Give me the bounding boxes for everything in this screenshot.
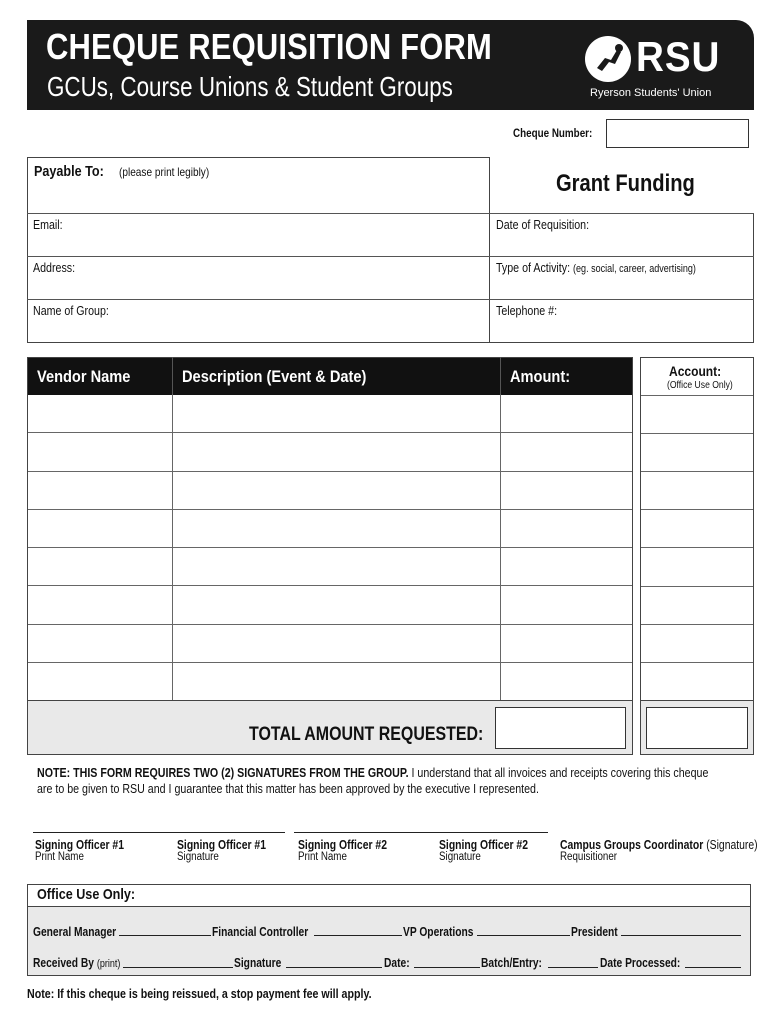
- account-row-divider: [641, 624, 753, 625]
- table-row: [28, 585, 632, 623]
- funding-type-title: Grant Funding: [556, 170, 695, 197]
- telephone-label: Telephone #:: [496, 303, 558, 318]
- received-by-field[interactable]: [123, 967, 233, 968]
- total-amount-field[interactable]: [495, 707, 626, 749]
- cheque-number-field[interactable]: [606, 119, 749, 148]
- account-total-field[interactable]: [646, 707, 748, 749]
- account-row-divider: [641, 395, 753, 396]
- description-cell[interactable]: [173, 432, 500, 470]
- batch-entry-field[interactable]: [548, 967, 598, 968]
- campus-groups-coordinator-signature[interactable]: Campus Groups Coordinator (Signature): [560, 837, 758, 852]
- signing-officer-1-print-sub: Print Name: [35, 851, 84, 863]
- office-signature-field[interactable]: [286, 967, 382, 968]
- general-manager-field[interactable]: [119, 935, 211, 936]
- date-of-requisition-field[interactable]: [494, 232, 750, 254]
- row-divider: [28, 509, 632, 510]
- vendor-name-cell[interactable]: [28, 509, 172, 547]
- signing-officer-2-print-sub: Print Name: [298, 851, 347, 863]
- account-header: Account:: [669, 363, 722, 379]
- account-row-divider: [641, 586, 753, 587]
- telephone-field[interactable]: [494, 318, 750, 340]
- office-date-label: Date:: [384, 956, 410, 970]
- vendor-name-cell[interactable]: [28, 432, 172, 470]
- signing-officer-1-print[interactable]: Signing Officer #1: [35, 837, 124, 852]
- account-cell[interactable]: [641, 624, 753, 662]
- account-row-divider: [641, 662, 753, 663]
- account-row-divider: [641, 433, 753, 434]
- vendor-name-cell[interactable]: [28, 585, 172, 623]
- table-row: [28, 471, 632, 509]
- amount-cell[interactable]: [501, 394, 632, 432]
- description-cell[interactable]: [173, 624, 500, 662]
- signing-officer-2-signature-sub: Signature: [439, 851, 481, 863]
- vp-operations-field[interactable]: [477, 935, 570, 936]
- account-cell[interactable]: [641, 433, 753, 471]
- name-of-group-field[interactable]: [30, 318, 486, 340]
- rsu-logo-text: RSU: [636, 33, 721, 80]
- amount-header: Amount:: [510, 367, 571, 386]
- amount-cell[interactable]: [501, 585, 632, 623]
- vp-operations-label: VP Operations: [403, 925, 474, 939]
- row-divider: [28, 662, 632, 663]
- amount-cell[interactable]: [501, 624, 632, 662]
- description-cell[interactable]: [173, 547, 500, 585]
- date-processed-label: Date Processed:: [600, 956, 681, 970]
- vendor-name-header: Vendor Name: [37, 367, 131, 386]
- account-cell[interactable]: [641, 586, 753, 624]
- type-of-activity-field[interactable]: [494, 276, 750, 298]
- row-divider: [28, 432, 632, 433]
- form-title: CHEQUE REQUISITION FORM: [46, 26, 493, 67]
- signing-officer-1-signature[interactable]: Signing Officer #1: [177, 837, 266, 852]
- amount-cell[interactable]: [501, 509, 632, 547]
- signing-officer-2-print[interactable]: Signing Officer #2: [298, 837, 387, 852]
- description-header: Description (Event & Date): [182, 367, 367, 386]
- signing-officer-1-signature-sub: Signature: [177, 851, 219, 863]
- payable-to-label: Payable To:: [34, 163, 104, 180]
- description-cell[interactable]: [173, 585, 500, 623]
- table-row: [28, 624, 632, 662]
- campus-groups-coordinator-sub: Requisitioner: [560, 851, 618, 863]
- row-divider: [28, 471, 632, 472]
- table-row: [28, 394, 632, 432]
- form-subtitle: GCUs, Course Unions & Student Groups: [47, 71, 453, 102]
- date-of-requisition-label: Date of Requisition:: [496, 217, 590, 232]
- vendor-name-cell[interactable]: [28, 547, 172, 585]
- office-use-title: Office Use Only:: [37, 886, 136, 903]
- rsu-logo-icon: [585, 36, 631, 82]
- general-manager-label: General Manager: [33, 925, 117, 939]
- table-row: [28, 547, 632, 585]
- batch-entry-label: Batch/Entry:: [481, 956, 542, 970]
- address-label: Address:: [33, 260, 76, 275]
- payable-to-field[interactable]: [30, 180, 486, 210]
- rsu-logo-subtext: Ryerson Students' Union: [590, 87, 712, 99]
- vendor-name-cell[interactable]: [28, 471, 172, 509]
- email-label: Email:: [33, 217, 63, 232]
- type-of-activity-label: Type of Activity: (eg. social, career, advertising): [496, 260, 696, 275]
- president-label: President: [571, 925, 618, 939]
- amount-cell[interactable]: [501, 471, 632, 509]
- account-cell[interactable]: [641, 509, 753, 547]
- office-signature-label: Signature: [234, 956, 282, 970]
- email-field[interactable]: [30, 232, 486, 254]
- account-subheader: (Office Use Only): [667, 380, 733, 391]
- office-date-field[interactable]: [414, 967, 480, 968]
- account-row-divider: [641, 471, 753, 472]
- vendor-name-cell[interactable]: [28, 394, 172, 432]
- total-amount-label: TOTAL AMOUNT REQUESTED:: [249, 724, 484, 745]
- signature-note-line2: are to be given to RSU and I guarantee that this matter has been approved by the executive I represented.: [37, 781, 539, 796]
- address-field[interactable]: [30, 276, 486, 298]
- account-row-divider: [641, 509, 753, 510]
- table-row: [28, 662, 632, 700]
- signature-note-line1: NOTE: THIS FORM REQUIRES TWO (2) SIGNATURES FROM THE GROUP. I understand that all invoices and receipts covering this cheque: [37, 765, 709, 780]
- amount-cell[interactable]: [501, 662, 632, 700]
- received-by-label: Received By (print): [33, 956, 121, 970]
- table-row: [28, 509, 632, 547]
- table-row: [28, 432, 632, 470]
- account-cell[interactable]: [641, 471, 753, 509]
- row-divider: [28, 585, 632, 586]
- row-divider: [28, 547, 632, 548]
- description-cell[interactable]: [173, 662, 500, 700]
- description-cell[interactable]: [173, 509, 500, 547]
- description-cell[interactable]: [173, 394, 500, 432]
- account-row-divider: [641, 547, 753, 548]
- reissue-fee-note: Note: If this cheque is being reissued, a stop payment fee will apply.: [27, 986, 372, 1001]
- amount-cell[interactable]: [501, 432, 632, 470]
- amount-cell[interactable]: [501, 547, 632, 585]
- account-cell[interactable]: [641, 547, 753, 585]
- account-cell[interactable]: [641, 395, 753, 433]
- financial-controller-label: Financial Controller: [212, 925, 309, 939]
- president-field[interactable]: [621, 935, 741, 936]
- row-divider: [28, 624, 632, 625]
- description-cell[interactable]: [173, 471, 500, 509]
- financial-controller-field[interactable]: [314, 935, 402, 936]
- payable-to-hint: (please print legibly): [119, 165, 210, 179]
- vendor-name-cell[interactable]: [28, 624, 172, 662]
- signing-officer-2-signature[interactable]: Signing Officer #2: [439, 837, 528, 852]
- name-of-group-label: Name of Group:: [33, 303, 109, 318]
- cheque-number-label: Cheque Number:: [513, 126, 593, 140]
- vendor-name-cell[interactable]: [28, 662, 172, 700]
- date-processed-field[interactable]: [685, 967, 741, 968]
- account-cell[interactable]: [641, 662, 753, 700]
